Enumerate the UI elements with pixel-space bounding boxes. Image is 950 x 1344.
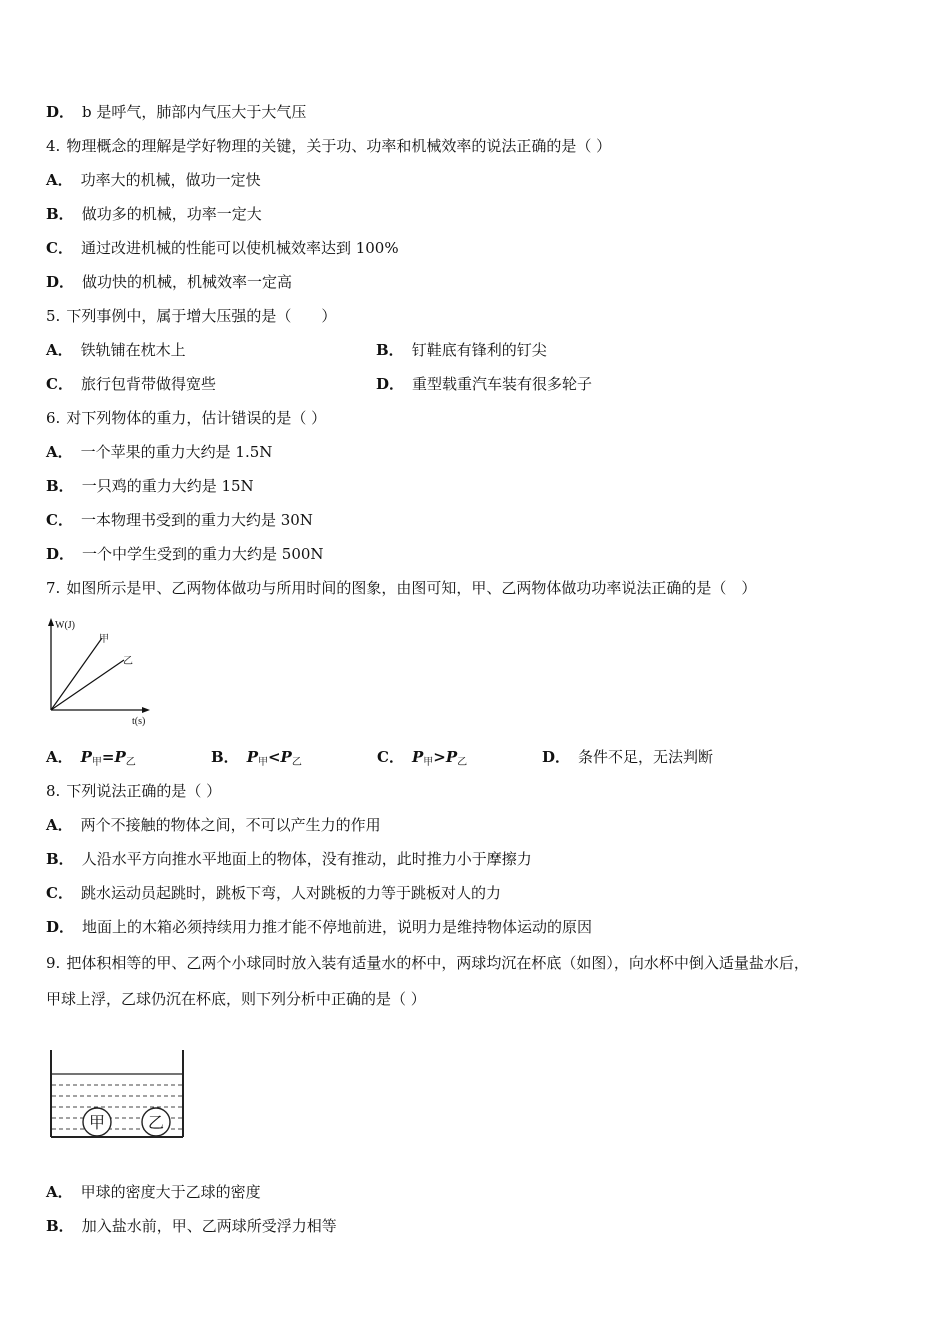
option-letter: D． [376,375,405,393]
option-letter: A． [46,748,73,766]
option-text: 一个苹果的重力大约是 1.5N [80,443,273,461]
subscript: 甲 [257,757,268,768]
question-number: 7. [46,579,61,597]
option-text: 两个不接触的物体之间，不可以产生力的作用 [80,816,381,834]
option-text: 重型载重汽车装有很多轮子 [412,375,593,393]
subscript: 甲 [91,757,102,768]
question-number: 9. [46,954,61,972]
question-stem: 下列事例中，属于增大压强的是（ ） [66,307,337,325]
q7-option-a [46,747,136,773]
q8-stem [46,781,221,801]
q4-option-d [46,272,292,292]
option-text: 跳水运动员起跳时，跳板下弯，人对跳板的力等于跳板对人的力 [80,884,501,902]
y-axis-arrow-icon [48,618,54,626]
option-text: 条件不足，无法判断 [578,748,714,766]
subscript: 乙 [457,757,468,768]
power-symbol: P [445,748,458,766]
option-text: 功率大的机械，做功一定快 [80,171,261,189]
graph-line-a [51,638,102,710]
option-text: 甲球的密度大于乙球的密度 [80,1183,261,1201]
q7-option-d [542,747,713,767]
subscript: 甲 [423,757,434,768]
option-letter: D． [46,918,75,936]
line-b-label: 乙 [123,656,133,667]
option-letter: B． [46,1217,74,1235]
q6-stem [46,408,326,428]
option-letter: B． [46,850,74,868]
y-axis-label: W(J) [55,620,75,631]
x-axis-label: t(s) [132,716,146,727]
q5-option-a [46,340,186,360]
q5-stem [46,306,336,326]
question-stem: 物理概念的理解是学好物理的关键，关于功、功率和机械效率的说法正确的是（ ） [66,137,612,155]
option-text: 一个中学生受到的重力大约是 500N [82,545,324,563]
question-number: 6. [46,409,61,427]
option-letter: C． [46,239,73,257]
question-number: 4. [46,137,61,155]
power-symbol: P [280,748,292,766]
q9-option-b [46,1216,337,1236]
q7-stem [46,578,756,598]
option-text: 加入盐水前，甲、乙两球所受浮力相等 [81,1217,337,1235]
q7-work-time-graph [40,612,170,732]
ball-b-label: 乙 [147,1113,165,1132]
option-letter: A． [46,816,73,834]
option-letter: C． [46,511,73,529]
option-letter: C． [46,884,73,902]
question-stem-continued: 甲球上浮，乙球仍沉在杯底，则下列分析中正确的是（ ） [46,990,426,1008]
q3-option-d [46,102,306,122]
relation-operator: < [267,748,281,766]
option-text: 地面上的木箱必须持续用力推才能不停地前进，说明力是维持物体运动的原因 [82,918,593,936]
question-number: 5. [46,307,61,325]
option-text: 铁轨铺在枕木上 [80,341,186,359]
option-letter: B． [376,341,404,359]
option-letter: D． [46,103,75,121]
subscript: 乙 [125,757,136,768]
q8-option-c [46,883,501,903]
q8-option-a [46,815,381,835]
q9-cup-figure [46,1046,190,1142]
option-text: 旅行包背带做得宽些 [80,375,216,393]
option-letter: B． [46,205,74,223]
option-text: 做功快的机械，机械效率一定高 [82,273,293,291]
q4-option-b [46,204,262,224]
power-symbol: P [411,748,424,766]
power-symbol: P [80,748,92,766]
q4-option-c [46,238,399,258]
q7-option-c [377,747,467,773]
option-text: 通过改进机械的性能可以使机械效率达到 100% [80,239,399,257]
option-letter: B． [211,748,239,766]
x-axis-arrow-icon [142,707,150,713]
q9-stem-line-1 [46,953,809,973]
option-text: 做功多的机械，功率一定大 [81,205,262,223]
ball-a-label: 甲 [88,1113,106,1132]
graph-line-b [51,660,124,710]
question-stem: 对下列物体的重力，估计错误的是（ ） [66,409,327,427]
q4-option-a [46,170,261,190]
option-letter: A． [46,171,73,189]
option-letter: B． [46,477,74,495]
option-letter: D． [46,273,75,291]
option-letter: C． [46,375,73,393]
option-letter: A． [46,341,73,359]
relation-operator: > [433,748,446,766]
q5-option-b [376,340,547,360]
q5-option-d [376,374,592,394]
subscript: 乙 [291,757,302,768]
option-letter: C． [377,748,404,766]
q8-option-d [46,917,592,937]
q6-option-b [46,476,254,496]
option-text: 人沿水平方向推水平地面上的物体，没有推动，此时推力小于摩擦力 [81,850,532,868]
question-stem: 把体积相等的甲、乙两个小球同时放入装有适量水的杯中，两球均沉在杯底（如图），向水杯中倒入适量盐水后， [66,954,809,972]
q9-option-a [46,1182,261,1202]
option-text: 钉鞋底有锋利的钉尖 [411,341,547,359]
q6-option-c [46,510,313,530]
option-text: 一本物理书受到的重力大约是 30N [80,511,313,529]
q9-stem-line-2 [46,989,426,1009]
option-letter: A． [46,1183,73,1201]
relation-operator: = [101,748,115,766]
q5-option-c [46,374,216,394]
question-stem: 如图所示是甲、乙两物体做功与所用时间的图象，由图可知，甲、乙两物体做功功率说法正确的是（ ） [66,579,757,597]
option-text: b 是呼气，肺部内气压大于大气压 [82,103,307,121]
q6-option-a [46,442,272,462]
option-letter: D． [46,545,75,563]
q7-option-b [211,747,302,773]
q4-stem [46,136,611,156]
option-letter: D． [542,748,571,766]
q8-option-b [46,849,532,869]
line-a-label: 甲 [99,634,109,645]
option-text: 一只鸡的重力大约是 15N [81,477,254,495]
question-stem: 下列说法正确的是（ ） [66,782,222,800]
option-letter: A． [46,443,73,461]
power-symbol: P [246,748,258,766]
q6-option-d [46,544,324,564]
question-number: 8. [46,782,61,800]
power-symbol: P [114,748,126,766]
